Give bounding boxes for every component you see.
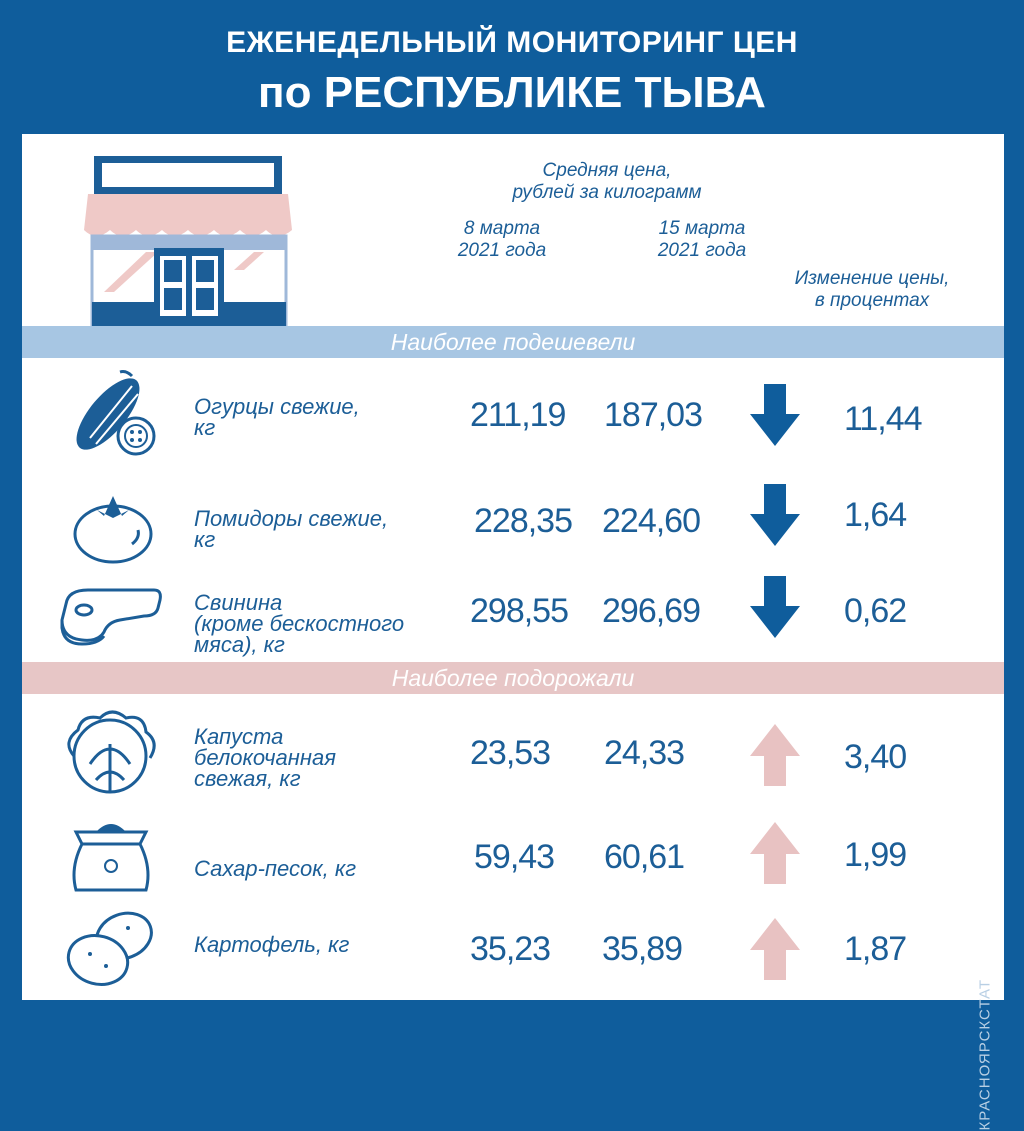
change-4: 1,99 [844,836,907,874]
change-5: 1,87 [844,930,907,968]
arrow-up-icon [750,822,800,884]
arrow-down-icon [750,484,800,546]
price2-2: 296,69 [602,592,700,630]
change-0: 11,44 [844,400,922,438]
arrow-down-icon [750,576,800,638]
content-panel [22,134,1004,1131]
tomato-icon [72,492,154,564]
change-1: 1,64 [844,496,907,534]
price1-2: 298,55 [470,592,568,630]
price2-4: 60,61 [604,838,685,876]
store-icon [84,152,294,327]
product-name-4: Сахар-песок, кг [194,856,357,881]
potato-icon [62,904,158,988]
cabbage-icon [60,708,158,798]
price1-0: 211,19 [470,396,566,434]
product-name-2: Свинина (кроме бескостного мяса), кг [194,590,405,657]
section-cheaper: Наиболее подешевели [22,326,1004,358]
product-name-5: Картофель, кг [194,932,350,957]
price1-1: 228,35 [474,502,572,540]
price1-5: 35,23 [470,930,551,968]
date1-header: 8 марта 2021 года [457,218,547,261]
price2-5: 35,89 [602,930,683,968]
arrow-up-icon [750,724,800,786]
change-2: 0,62 [844,592,907,630]
price1-4: 59,43 [474,838,555,876]
page-title-line2: по РЕСПУБЛИКЕ ТЫВА [258,68,766,117]
price1-3: 23,53 [470,734,551,772]
avg-price-header: Средняя цена, рублей за килограмм [512,160,702,203]
arrow-up-icon [750,918,800,980]
meat-icon [58,586,164,646]
product-name-1: Помидоры свежие, кг [194,506,389,552]
section-pricier: Наиболее подорожали [22,662,1004,694]
price2-0: 187,03 [604,396,702,434]
watermark: КРАСНОЯРСКСТАТ [976,979,994,1131]
price2-1: 224,60 [602,502,700,540]
price2-3: 24,33 [604,734,685,772]
sugar-bag-icon [66,814,156,894]
cucumber-icon [70,366,160,458]
arrow-down-icon [750,384,800,446]
product-name-3: Капуста белокочанная свежая, кг [194,724,336,791]
change-header: Изменение цены, в процентах [794,268,950,311]
page-title-line1: ЕЖЕНЕДЕЛЬНЫЙ МОНИТОРИНГ ЦЕН [226,26,798,59]
date2-header: 15 марта 2021 года [657,218,747,261]
product-name-0: Огурцы свежие, кг [194,394,360,440]
change-3: 3,40 [844,738,907,776]
